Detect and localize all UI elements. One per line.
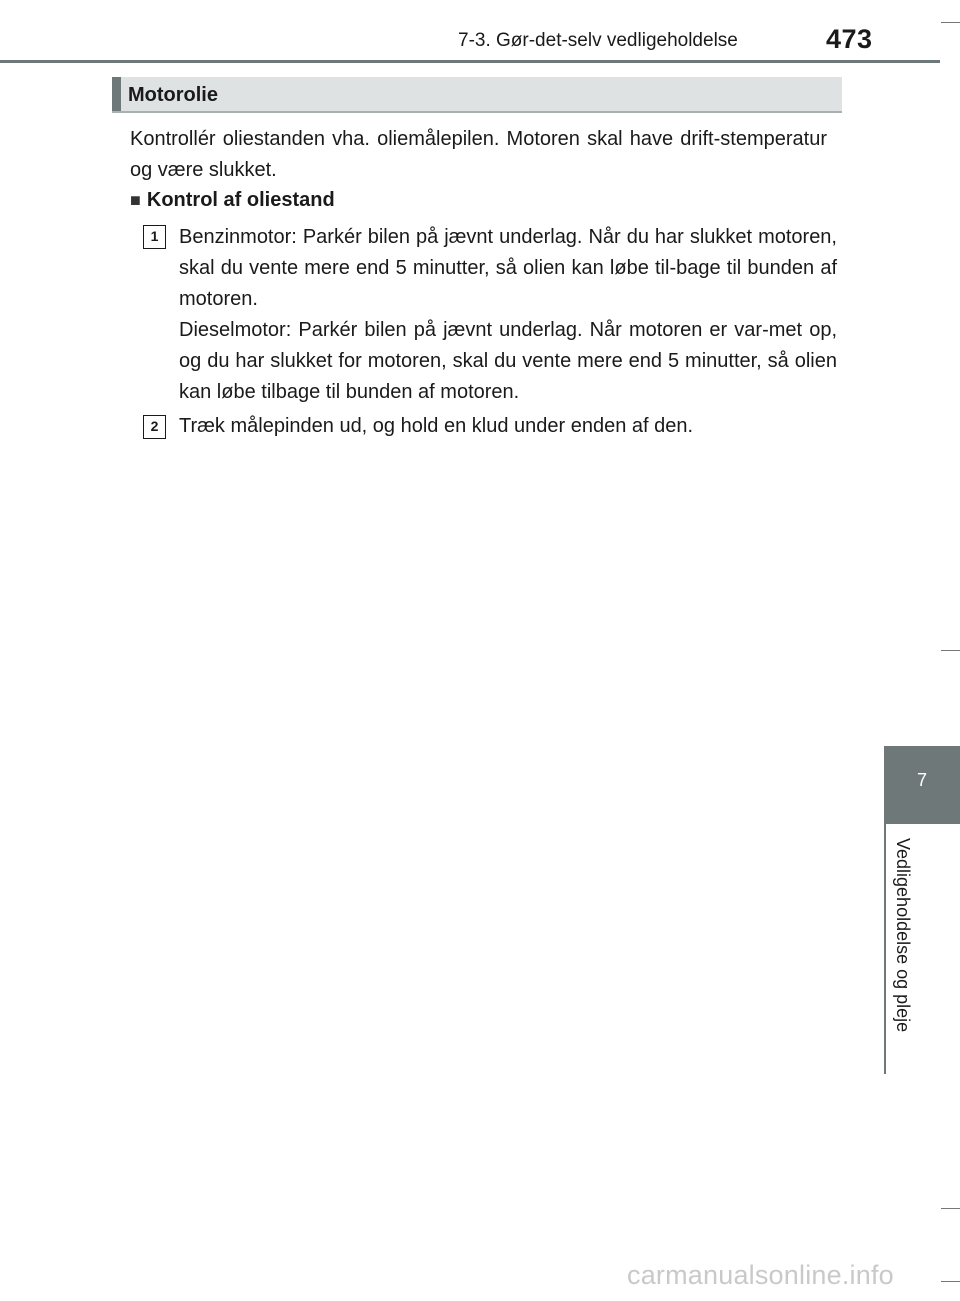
chapter-number: 7	[916, 770, 927, 790]
chapter-tab-line	[884, 824, 886, 1074]
section-heading-bar	[112, 77, 842, 113]
subsection-title: Kontrol af oliestand	[146, 189, 335, 211]
crop-mark-upper	[941, 650, 960, 651]
crop-mark-bottom	[941, 1281, 960, 1282]
header-section-title: 7-3. Gør-det-selv vedligeholdelse	[458, 30, 738, 51]
step-number-1: 1	[143, 225, 166, 249]
watermark: carmanualsonline.info	[627, 1260, 894, 1290]
crop-mark-lower	[941, 1208, 960, 1209]
section-title: Motorolie	[128, 84, 218, 106]
crop-mark-top	[941, 22, 960, 23]
step-number-2: 2	[143, 415, 166, 439]
chapter-title: Vedligeholdelse og pleje	[893, 838, 913, 1033]
step-2-paragraph-1: Træk målepinden ud, og hold en klud under enden af den.	[179, 415, 694, 437]
section-heading-accent	[112, 77, 121, 111]
intro-paragraph: Kontrollér oliestanden vha. oliemålepilen. Motoren skal have drift-stemperatur og være slukket.	[130, 128, 827, 181]
step-1-paragraph-1: Benzinmotor: Parkér bilen på jævnt underlag. Når du har slukket motoren, skal du vente mere end 5 minutter, så olien kan løbe til-bage til bunden af motoren.	[179, 226, 837, 310]
page-number: 473	[826, 24, 873, 54]
header-rule	[0, 60, 940, 63]
step-1-paragraph-2: Dieselmotor: Parkér bilen på jævnt underlag. Når motoren er var-met op, og du har slukket for motoren, skal du vente mere end 5 minutter, så olien kan løbe tilbage til bunden af motoren.	[179, 319, 837, 403]
subsection-heading	[130, 189, 335, 212]
chapter-tab	[884, 746, 960, 824]
square-bullet-icon: ■	[130, 190, 141, 210]
